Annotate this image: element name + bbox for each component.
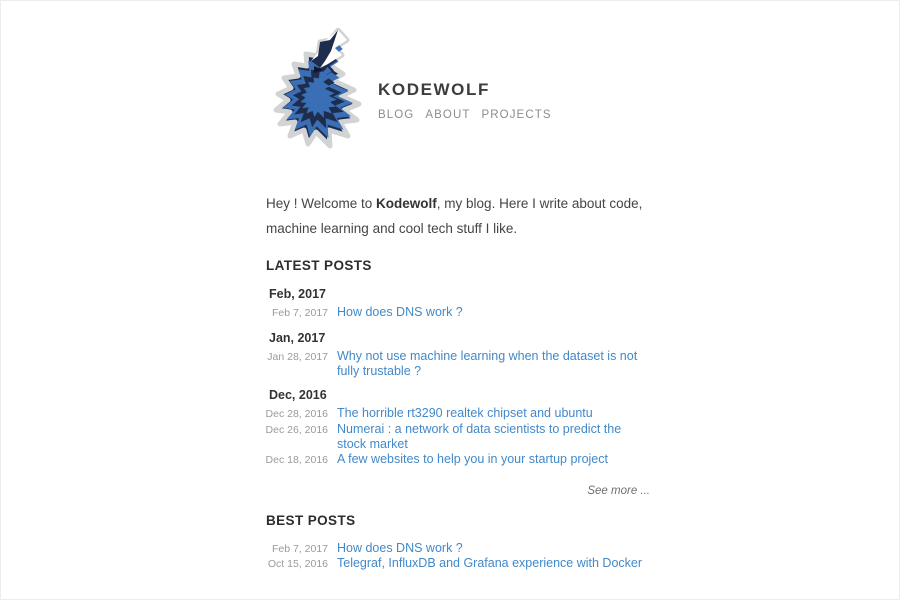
wolf-logo[interactable] xyxy=(264,28,374,152)
post-date: Dec 26, 2016 xyxy=(265,424,328,437)
post-row xyxy=(264,406,652,422)
month-group xyxy=(264,287,652,321)
intro-paragraph xyxy=(264,191,652,241)
post-link[interactable]: The horrible rt3290 realtek chipset and ubuntu xyxy=(337,406,593,421)
post-date: Dec 28, 2016 xyxy=(265,408,328,421)
month-header: Dec, 2016 xyxy=(269,388,327,403)
intro-suffix: , my blog. Here I write about code, machine learning and cool tech stuff I like. xyxy=(266,196,643,236)
post-row xyxy=(264,556,652,572)
post-link[interactable]: Why not use machine learning when the dataset is not fully trustable ? xyxy=(337,348,638,378)
post-date: Feb 7, 2017 xyxy=(271,307,328,319)
month-group xyxy=(264,388,652,467)
post-row xyxy=(264,349,652,379)
post-row xyxy=(264,422,652,452)
site-header xyxy=(264,28,652,152)
post-row xyxy=(264,541,652,557)
main-nav xyxy=(378,109,552,121)
content-column xyxy=(264,28,652,600)
intro-prefix: Hey ! Welcome to xyxy=(266,196,377,211)
nav-blog[interactable]: BLOG xyxy=(378,109,415,121)
latest-posts-heading: LATEST POSTS xyxy=(266,258,372,273)
post-link[interactable]: Numerai : a network of data scientists to predict the stock market xyxy=(337,422,622,451)
latest-posts-list xyxy=(264,287,652,468)
post-date: Feb 7, 2017 xyxy=(271,542,328,555)
post-link[interactable]: Telegraf, InfluxDB and Grafana experience with Docker xyxy=(337,556,643,571)
see-more-link[interactable]: See more ... xyxy=(587,484,650,497)
post-row xyxy=(264,452,652,468)
nav-about[interactable]: ABOUT xyxy=(425,109,471,121)
post-link[interactable]: A few websites to help you in your startup project xyxy=(337,451,608,466)
post-link[interactable]: How does DNS work ? xyxy=(337,305,463,319)
site-title: KODEWOLF xyxy=(378,80,490,99)
month-group xyxy=(264,331,652,379)
post-date: Oct 15, 2016 xyxy=(267,558,328,571)
best-posts-heading: BEST POSTS xyxy=(266,512,356,528)
month-header: Feb, 2017 xyxy=(269,287,326,301)
month-header: Jan, 2017 xyxy=(269,330,326,345)
best-posts-list xyxy=(264,541,652,573)
brand-block xyxy=(378,80,552,152)
nav-projects[interactable]: PROJECTS xyxy=(481,109,552,121)
post-date: Jan 28, 2017 xyxy=(267,350,328,363)
post-date: Dec 18, 2016 xyxy=(265,453,328,466)
intro-bold: Kodewolf xyxy=(376,196,437,211)
see-more-wrap xyxy=(264,485,652,497)
post-link[interactable]: How does DNS work ? xyxy=(337,540,463,555)
post-row xyxy=(264,305,652,321)
